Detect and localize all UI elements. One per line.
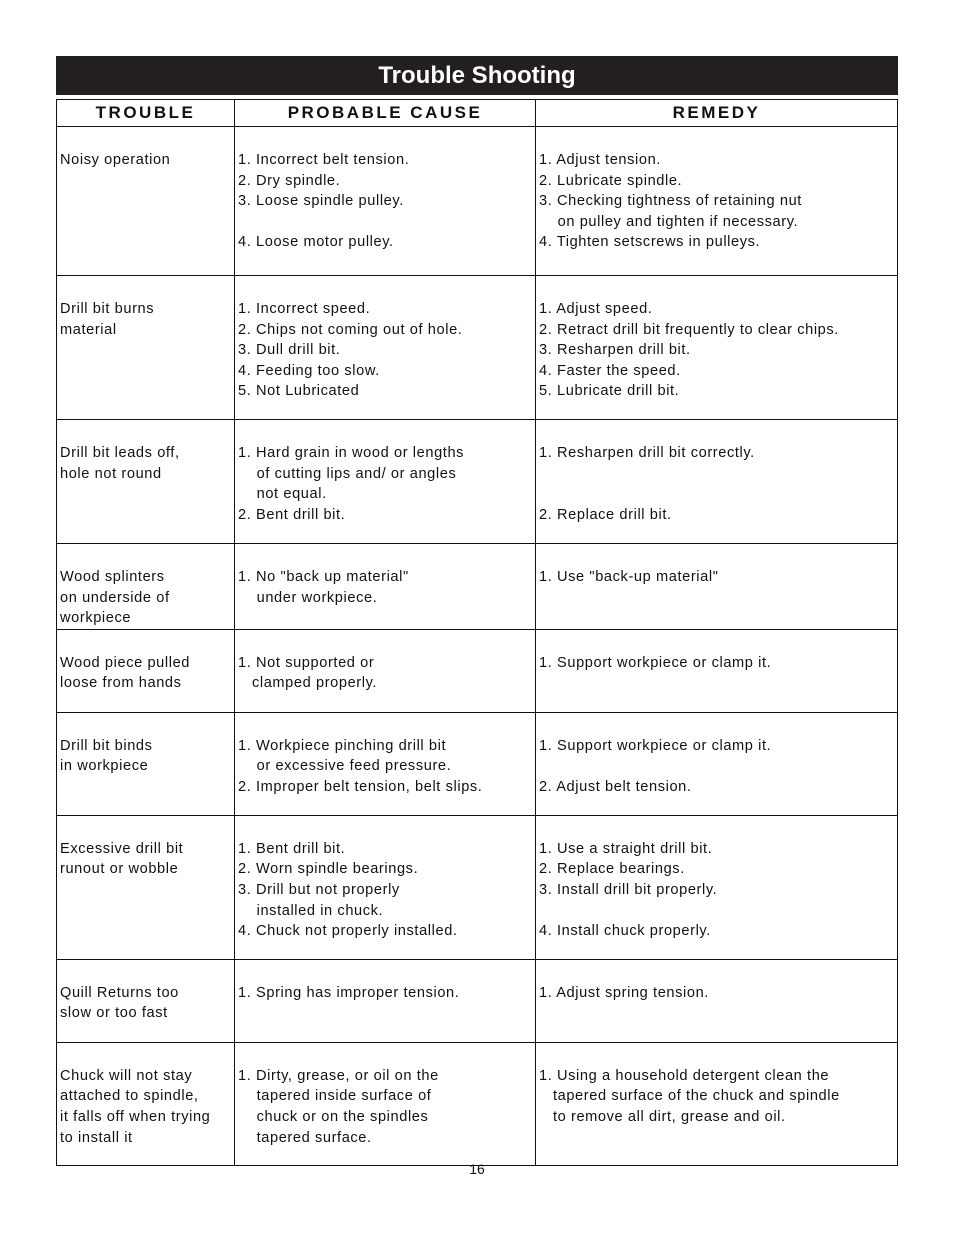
table-row <box>57 815 898 959</box>
troubleshooting-table <box>56 99 898 1166</box>
table-row <box>57 420 898 544</box>
cause-cell: 1. Hard grain in wood or lengths of cutting lips and/ or angles not equal. 2. Bent drill bit. <box>235 420 536 544</box>
cause-cell: 1. Workpiece pinching drill bit or excessive feed pressure. 2. Improper belt tension, belt slips. <box>235 712 536 815</box>
remedy-cell: 1. Adjust tension. 2. Lubricate spindle. 3. Checking tightness of retaining nut on pulley and tighten if necessary. 4. Tighten setscrews in pulleys. <box>536 127 898 276</box>
remedy-cell: 1. Resharpen drill bit correctly. 2. Replace drill bit. <box>536 420 898 544</box>
cause-cell: 1. Not supported or clamped properly. <box>235 629 536 712</box>
table-row <box>57 127 898 276</box>
trouble-cell: Wood piece pulled loose from hands <box>57 629 235 712</box>
header-probable-cause: PROBABLE CAUSE <box>235 100 536 127</box>
remedy-cell: 1. Use "back-up material" <box>536 544 898 630</box>
trouble-cell: Drill bit leads off, hole not round <box>57 420 235 544</box>
table-row <box>57 1042 898 1165</box>
cause-cell: 1. Spring has improper tension. <box>235 959 536 1042</box>
page-title: Trouble Shooting <box>56 56 898 95</box>
remedy-cell: 1. Adjust spring tension. <box>536 959 898 1042</box>
trouble-cell: Drill bit binds in workpiece <box>57 712 235 815</box>
remedy-cell: 1. Use a straight drill bit. 2. Replace bearings. 3. Install drill bit properly. 4. Install chuck properly. <box>536 815 898 959</box>
table-row <box>57 959 898 1042</box>
table-row <box>57 544 898 630</box>
trouble-cell: Drill bit burns material <box>57 276 235 420</box>
remedy-cell: 1. Support workpiece or clamp it. 2. Adjust belt tension. <box>536 712 898 815</box>
cause-cell: 1. No "back up material" under workpiece. <box>235 544 536 630</box>
remedy-cell: 1. Adjust speed. 2. Retract drill bit frequently to clear chips. 3. Resharpen drill bit. 4. Faster the speed. 5. Lubricate drill bit. <box>536 276 898 420</box>
remedy-cell: 1. Support workpiece or clamp it. <box>536 629 898 712</box>
remedy-cell: 1. Using a household detergent clean the tapered surface of the chuck and spindle to remove all dirt, grease and oil. <box>536 1042 898 1165</box>
trouble-cell: Quill Returns too slow or too fast <box>57 959 235 1042</box>
page-number: 16 <box>469 1161 485 1177</box>
cause-cell: 1. Incorrect speed. 2. Chips not coming out of hole. 3. Dull drill bit. 4. Feeding too slow. 5. Not Lubricated <box>235 276 536 420</box>
trouble-cell: Excessive drill bit runout or wobble <box>57 815 235 959</box>
table-row <box>57 629 898 712</box>
cause-cell: 1. Incorrect belt tension. 2. Dry spindle. 3. Loose spindle pulley. 4. Loose motor pulley. <box>235 127 536 276</box>
trouble-cell: Wood splinters on underside of workpiece <box>57 544 235 630</box>
cause-cell: 1. Bent drill bit. 2. Worn spindle bearings. 3. Drill but not properly installed in chuck. 4. Chuck not properly installed. <box>235 815 536 959</box>
trouble-cell: Chuck will not stay attached to spindle, it falls off when trying to install it <box>57 1042 235 1165</box>
header-row <box>57 100 898 127</box>
header-trouble: TROUBLE <box>57 100 235 127</box>
table-row <box>57 276 898 420</box>
trouble-cell: Noisy operation <box>57 127 235 276</box>
cause-cell: 1. Dirty, grease, or oil on the tapered inside surface of chuck or on the spindles tapered surface. <box>235 1042 536 1165</box>
header-remedy: REMEDY <box>536 100 898 127</box>
table-row <box>57 712 898 815</box>
